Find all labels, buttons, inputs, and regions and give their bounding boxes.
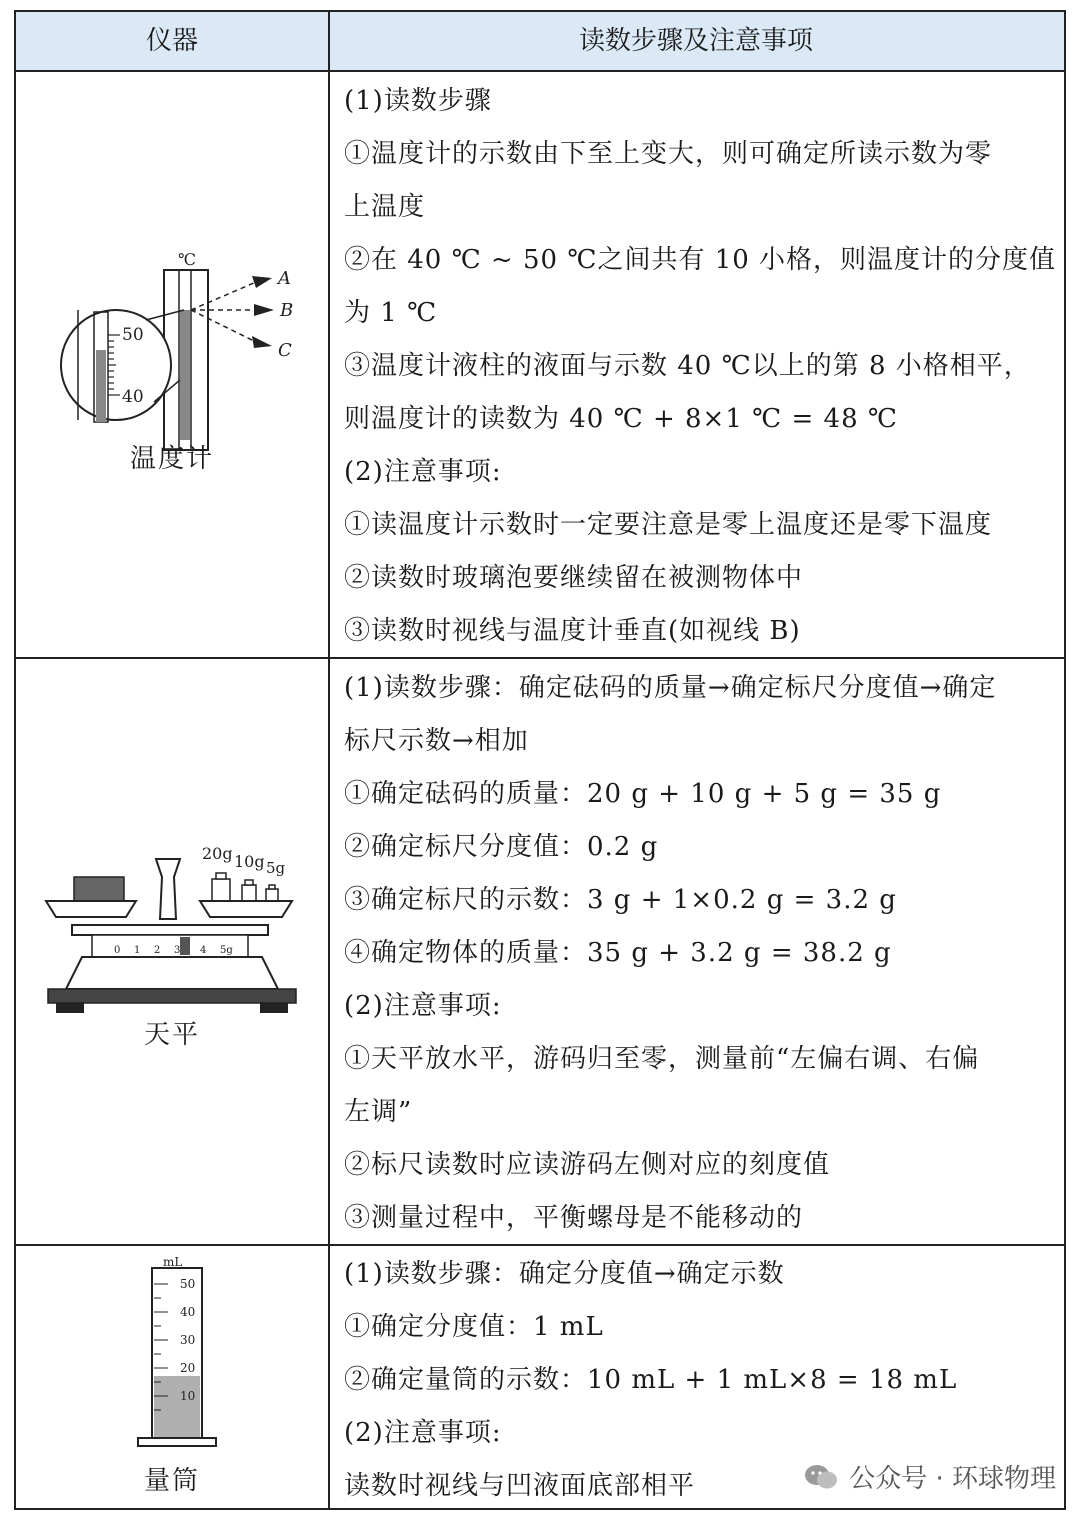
instrument-label-cylinder: 量筒 [143, 1466, 200, 1496]
thermometer-figure [16, 230, 328, 460]
sightline-c: C [278, 340, 292, 361]
step-line: 标尺示数→相加 [344, 726, 529, 756]
svg-text:mL: mL [163, 1255, 183, 1269]
step-line: ③确定标尺的示数：3 g + 1×0.2 g = 3.2 g [344, 885, 897, 915]
svg-text:0: 0 [114, 945, 121, 956]
thermometer-cell [16, 70, 328, 657]
step-line: ②在 40 ℃ ~ 50 ℃之间共有 10 小格，则温度计的分度值 [344, 245, 1057, 275]
svg-text:50: 50 [122, 325, 144, 345]
step-line: (1)读数步骤 [344, 86, 492, 116]
step-line: ①确定砝码的质量：20 g + 10 g + 5 g = 35 g [344, 779, 942, 809]
table-row-balance [16, 659, 1064, 1244]
cylinder-figure [16, 1252, 328, 1452]
step-line: 左调” [344, 1097, 413, 1127]
svg-text:3: 3 [174, 945, 181, 956]
step-line: ③温度计液柱的液面与示数 40 ℃以上的第 8 小格相平， [344, 351, 1031, 381]
sightline-a: A [278, 268, 291, 289]
svg-text:40: 40 [122, 387, 144, 407]
step-line: ①确定分度值：1 mL [344, 1312, 604, 1342]
step-line: ①天平放水平，游码归至零，测量前“左偏右调、右偏 [344, 1044, 980, 1074]
step-line: 则温度计的读数为 40 ℃ + 8×1 ℃ = 48 ℃ [344, 404, 898, 434]
step-line: ②标尺读数时应读游码左侧对应的刻度值 [344, 1150, 831, 1180]
cylinder-cell [16, 1246, 328, 1508]
weight-10g: 10g [234, 852, 265, 871]
header-instrument: 仪器 [145, 26, 198, 56]
step-line: ②确定量筒的示数：10 mL + 1 mL×8 = 18 mL [344, 1365, 958, 1395]
weight-5g: 5g [266, 859, 286, 877]
step-line: 上温度 [344, 192, 426, 222]
step-line: ①读温度计示数时一定要注意是零上温度还是零下温度 [344, 510, 993, 540]
step-line: (1)读数步骤：确定砝码的质量→确定标尺分度值→确定 [344, 673, 997, 703]
balance-steps [344, 662, 1054, 1245]
step-line: ③读数时视线与温度计垂直(如视线 B) [344, 616, 801, 646]
header-steps: 读数步骤及注意事项 [578, 26, 813, 56]
step-line: ②读数时玻璃泡要继续留在被测物体中 [344, 563, 804, 593]
svg-text:40: 40 [180, 1305, 196, 1319]
weight-20g: 20g [202, 844, 233, 863]
step-line: (2)注意事项: [344, 991, 502, 1021]
step-line: 为 1 ℃ [344, 298, 438, 328]
watermark-text: 公众号 · 环球物理 [849, 1464, 1056, 1494]
wechat-icon [803, 1462, 839, 1492]
table-row-thermometer [16, 70, 1064, 657]
svg-text:50: 50 [180, 1277, 196, 1291]
instrument-label-thermometer: 温度计 [129, 444, 214, 474]
svg-text:30: 30 [180, 1333, 196, 1347]
step-line: ②确定标尺分度值：0.2 g [344, 832, 659, 862]
svg-text:20: 20 [180, 1361, 196, 1375]
step-line: (2)注意事项: [344, 457, 502, 487]
sightline-b: B [280, 300, 294, 321]
svg-text:4: 4 [200, 945, 207, 956]
svg-text:10: 10 [180, 1389, 196, 1403]
svg-text:1: 1 [134, 945, 141, 956]
step-line: (2)注意事项: [344, 1418, 502, 1448]
step-line: ①温度计的示数由下至上变大，则可确定所读示数为零 [344, 139, 993, 169]
instrument-label-balance: 天平 [143, 1020, 200, 1050]
svg-text:5g: 5g [220, 945, 233, 956]
balance-figure [16, 829, 328, 1019]
thermometer-steps [344, 75, 1057, 658]
balance-cell [16, 659, 328, 1244]
step-line: ④确定物体的质量：35 g + 3.2 g = 38.2 g [344, 938, 892, 968]
step-line: 读数时视线与凹液面底部相平 [344, 1471, 696, 1501]
svg-text:℃: ℃ [178, 250, 196, 269]
step-line: ③测量过程中，平衡螺母是不能移动的 [344, 1203, 804, 1233]
step-line: (1)读数步骤：确定分度值→确定示数 [344, 1259, 785, 1289]
table-header [16, 12, 1064, 72]
watermark [803, 1458, 1056, 1495]
svg-text:2: 2 [154, 945, 161, 956]
instrument-reading-table [14, 10, 1066, 1510]
